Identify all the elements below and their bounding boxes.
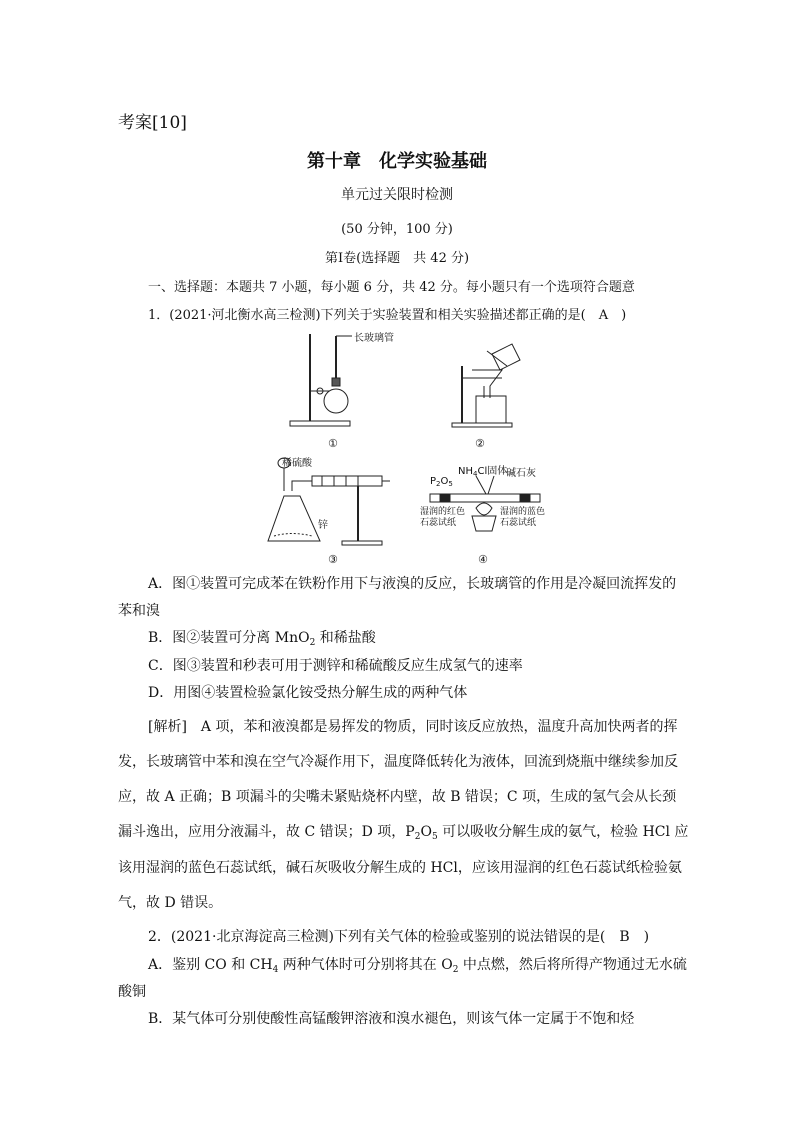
caption-3: ③: [328, 553, 338, 566]
section-instructions: 一、选择题：本题共 7 小题，每小题 6 分，共 42 分。每小题只有一个选项符合题意: [148, 280, 635, 295]
caption-1: ①: [328, 437, 338, 450]
q2-option-a-line1: A．鉴别 CO 和 $CH_4$ 两种气体时可分别将其在 $O_2$ 中点燃，然后将所得产物通过无水硫: [148, 957, 687, 975]
q2-option-a-line2: 酸铜: [118, 984, 146, 1000]
q1-option-a-line1: A．图①装置可完成苯在铁粉作用下与液溴的反应，长玻璃管的作用是冷凝回流挥发的: [148, 576, 677, 592]
caption-4: ④: [478, 553, 488, 566]
caption-2: ②: [475, 437, 485, 450]
q1-apparatus-figure: [262, 326, 562, 570]
label-long-tube: 长玻璃管: [354, 333, 394, 344]
q1-analysis-line1: [解析] A 项，苯和液溴都是易挥发的物质，同时该反应放热，温度升高加快两者的挥: [148, 719, 678, 735]
label-blue-paper-1: 湿润的蓝色: [500, 507, 546, 517]
label-zinc: 锌: [318, 520, 328, 531]
q1-option-a-line2: 苯和溴: [118, 603, 160, 619]
label-soda-lime: 碱石灰: [506, 468, 536, 479]
q2-option-b: B．某气体可分别使酸性高锰酸钾溶液和溴水褪色，则该气体一定属于不饱和烃: [148, 1011, 635, 1027]
time-score: (50 分钟，100 分): [341, 222, 453, 237]
label-dilute-acid: 稀硫酸: [282, 458, 312, 469]
q1-analysis-line3: 应，故 A 正确；B 项漏斗的尖嘴未紧贴烧杯内壁，故 B 错误；C 项，生成的氢气会从长颈: [118, 789, 677, 805]
apparatus-1: [290, 334, 352, 426]
q1-analysis-line5: 该用湿润的蓝色石蕊试纸，碱石灰吸收分解生成的 HCl，应该用湿润的红色石蕊试纸检验氨: [118, 860, 682, 876]
q1-stem: 1．(2021·河北衡水高三检测)下列关于实验装置和相关实验描述都正确的是( A ): [148, 308, 627, 323]
apparatus-3: [268, 458, 390, 545]
q1-option-b: B．图②装置可分离 MnO$_2$ 和稀盐酸: [148, 630, 376, 648]
label-red-paper-2: 石蕊试纸: [420, 518, 457, 528]
q1-analysis-line2: 发，长玻璃管中苯和溴在空气冷凝作用下，温度降低转化为液体，回流到烧瓶中继续参加反: [118, 754, 678, 770]
label-red-paper-1: 湿润的红色: [420, 507, 466, 517]
apparatus-2: [452, 344, 520, 427]
label-nh4cl: $NH_4Cl$固体: [458, 466, 508, 478]
label-blue-paper-2: 石蕊试纸: [500, 518, 537, 528]
chapter-title: 第十章 化学实验基础: [307, 151, 487, 172]
q1-option-d: D．用图④装置检验氯化铵受热分解生成的两种气体: [148, 685, 468, 701]
q1-analysis-line6: 气，故 D 错误。: [118, 895, 223, 911]
label-p2o5: $P_2O_5$: [430, 476, 453, 488]
case-label: 考案[10]: [118, 113, 187, 133]
q2-stem: 2．(2021·北京海淀高三检测)下列有关气体的检验或鉴别的说法错误的是( B ): [148, 929, 650, 945]
part-heading: 第Ⅰ卷(选择题 共 42 分): [324, 251, 470, 266]
q1-analysis-line4: 漏斗逸出，应用分液漏斗，故 C 错误；D 项，$P_2O_5$ 可以吸收分解生成的氨气，检验 HCl 应: [118, 824, 689, 842]
q1-option-c: C．图③装置和秒表可用于测锌和稀硫酸反应生成氢气的速率: [148, 658, 523, 674]
test-subtitle: 单元过关限时检测: [341, 187, 453, 203]
